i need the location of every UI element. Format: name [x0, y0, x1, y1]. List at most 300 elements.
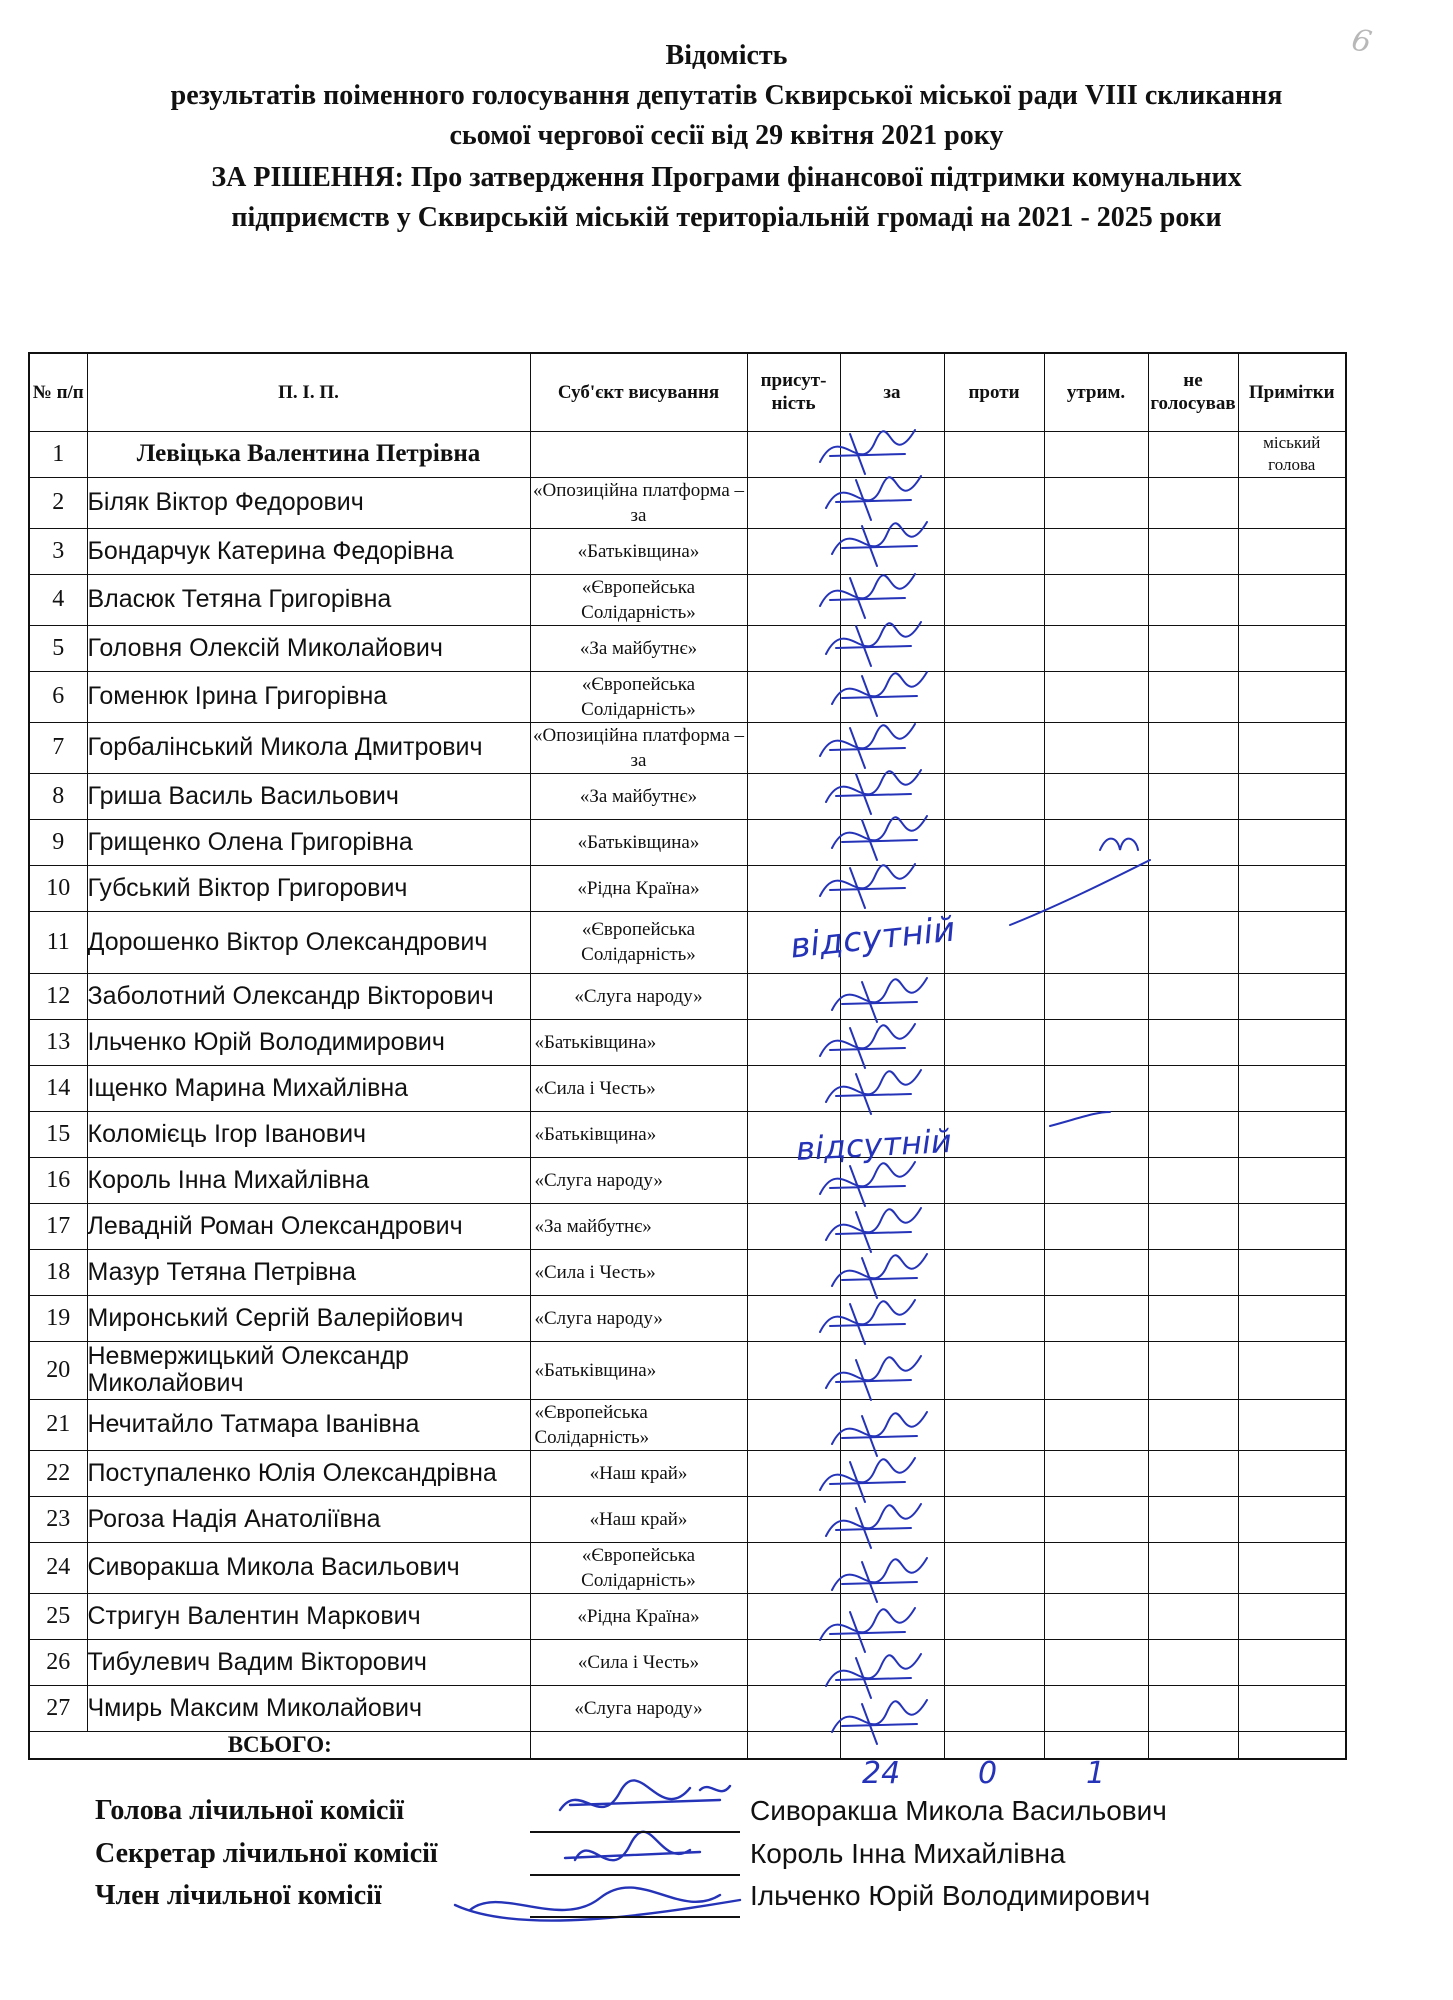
- note-cell: міський голова: [1238, 431, 1346, 477]
- chair-role: Голова лічильної комісії: [95, 1795, 405, 1826]
- row-number: 26: [29, 1639, 87, 1685]
- presence-cell: [747, 1685, 840, 1731]
- secretary-signature-line: [530, 1874, 740, 1876]
- not-voted-cell: [1148, 1065, 1238, 1111]
- col-header-for: за: [840, 353, 944, 431]
- nominating-party: «Європейська Солідарність»: [530, 911, 747, 973]
- vote-abstain-cell: [1044, 1295, 1148, 1341]
- row-number: 8: [29, 773, 87, 819]
- total-label: ВСЬОГО:: [29, 1731, 530, 1759]
- row-number: 4: [29, 574, 87, 625]
- presence-cell: [747, 625, 840, 671]
- table-row: [29, 722, 1346, 773]
- not-voted-cell: [1148, 1685, 1238, 1731]
- vote-for-cell: [840, 1203, 944, 1249]
- col-header-abstain: утрим.: [1044, 353, 1148, 431]
- vote-against-cell: [944, 1685, 1044, 1731]
- deputy-name: Головня Олексій Миколайович: [87, 625, 530, 671]
- note-cell: [1238, 574, 1346, 625]
- vote-against-cell: [944, 1157, 1044, 1203]
- vote-for-cell: [840, 773, 944, 819]
- vote-against-cell: [944, 973, 1044, 1019]
- vote-abstain-cell: [1044, 1685, 1148, 1731]
- note-cell: [1238, 1019, 1346, 1065]
- vote-against-cell: [944, 1450, 1044, 1496]
- presence-cell: [747, 528, 840, 574]
- total-for: 24: [862, 1756, 901, 1791]
- row-number: 14: [29, 1065, 87, 1111]
- presence-cell: [747, 1496, 840, 1542]
- presence-cell: [747, 1203, 840, 1249]
- not-voted-cell: [1148, 574, 1238, 625]
- deputy-name: Невмержицький Олександр Миколайович: [87, 1341, 530, 1399]
- note-cell: [1238, 865, 1346, 911]
- nominating-party: «Сила і Честь»: [530, 1639, 747, 1685]
- nominating-party: «За майбутнє»: [530, 1203, 747, 1249]
- vote-against-cell: [944, 1111, 1044, 1157]
- nominating-party: «Батьківщина»: [530, 1111, 747, 1157]
- deputy-name: Горбалінський Микола Дмитрович: [87, 722, 530, 773]
- note-cell: [1238, 1341, 1346, 1399]
- presence-cell: [747, 1065, 840, 1111]
- nominating-party: «Європейська Солідарність»: [530, 1542, 747, 1593]
- note-cell: [1238, 1203, 1346, 1249]
- vote-abstain-cell: [1044, 625, 1148, 671]
- vote-for-cell: [840, 911, 944, 973]
- decision-line-1: ЗА РІШЕННЯ: Про затвердження Програми фінансової підтримки комунальних: [211, 162, 1242, 193]
- row-number: 5: [29, 625, 87, 671]
- presence-cell: [747, 773, 840, 819]
- deputy-name: Король Інна Михайлівна: [87, 1157, 530, 1203]
- vote-abstain-cell: [1044, 1450, 1148, 1496]
- vote-abstain-cell: [1044, 773, 1148, 819]
- note-cell: [1238, 1593, 1346, 1639]
- vote-against-cell: [944, 1065, 1044, 1111]
- table-row: [29, 1065, 1346, 1111]
- nominating-party: «Опозиційна платформа – за: [530, 477, 747, 528]
- vote-against-cell: [944, 528, 1044, 574]
- deputy-name: Тибулевич Вадим Вікторович: [87, 1639, 530, 1685]
- note-cell: [1238, 1639, 1346, 1685]
- secretary-name: Король Інна Михайлівна: [750, 1838, 1066, 1869]
- vote-for-cell: [840, 1399, 944, 1450]
- vote-abstain-cell: [1044, 973, 1148, 1019]
- row-number: 17: [29, 1203, 87, 1249]
- not-voted-cell: [1148, 431, 1238, 477]
- presence-cell: [747, 1542, 840, 1593]
- vote-against-cell: [944, 1295, 1044, 1341]
- not-voted-cell: [1148, 1019, 1238, 1065]
- nominating-party: «Наш край»: [530, 1496, 747, 1542]
- vote-against-cell: [944, 1542, 1044, 1593]
- vote-for-cell: [840, 1249, 944, 1295]
- not-voted-cell: [1148, 911, 1238, 973]
- deputy-name: Миронський Сергій Валерійович: [87, 1295, 530, 1341]
- table-row: [29, 911, 1346, 973]
- not-voted-cell: [1148, 973, 1238, 1019]
- nominating-party: «Слуга народу»: [530, 973, 747, 1019]
- nominating-party: «Опозиційна платформа – за: [530, 722, 747, 773]
- note-cell: [1238, 1496, 1346, 1542]
- table-row: [29, 1249, 1346, 1295]
- not-voted-cell: [1148, 819, 1238, 865]
- vote-against-cell: [944, 911, 1044, 973]
- vote-for-cell: [840, 973, 944, 1019]
- vote-abstain-cell: [1044, 1203, 1148, 1249]
- row-number: 6: [29, 671, 87, 722]
- absent-note-15: відсутній: [795, 1121, 953, 1169]
- chair-signature-line: [530, 1831, 740, 1833]
- presence-cell: [747, 722, 840, 773]
- vote-against-cell: [944, 671, 1044, 722]
- row-number: 16: [29, 1157, 87, 1203]
- presence-cell: [747, 865, 840, 911]
- vote-abstain-cell: [1044, 1542, 1148, 1593]
- vote-for-cell: [840, 1593, 944, 1639]
- vote-for-cell: [840, 528, 944, 574]
- presence-cell: [747, 1157, 840, 1203]
- not-voted-cell: [1148, 1341, 1238, 1399]
- nominating-party: «Слуга народу»: [530, 1295, 747, 1341]
- presence-cell: [747, 819, 840, 865]
- deputy-name: Дорошенко Віктор Олександрович: [87, 911, 530, 973]
- vote-against-cell: [944, 1249, 1044, 1295]
- deputy-name: Бондарчук Катерина Федорівна: [87, 528, 530, 574]
- col-header-presence: присут-ність: [747, 353, 840, 431]
- vote-for-cell: [840, 819, 944, 865]
- col-header-notes: Примітки: [1238, 353, 1346, 431]
- note-cell: [1238, 1111, 1346, 1157]
- vote-against-cell: [944, 773, 1044, 819]
- nominating-party: «Рідна Країна»: [530, 865, 747, 911]
- row-number: 19: [29, 1295, 87, 1341]
- not-voted-cell: [1148, 1639, 1238, 1685]
- not-voted-cell: [1148, 528, 1238, 574]
- note-cell: [1238, 819, 1346, 865]
- deputy-name: Ільченко Юрій Володимирович: [87, 1019, 530, 1065]
- deputy-name: Стригун Валентин Маркович: [87, 1593, 530, 1639]
- vote-abstain-cell: [1044, 477, 1148, 528]
- col-header-number: № п/п: [29, 353, 87, 431]
- voting-table: [28, 352, 1347, 1760]
- vote-abstain-cell: [1044, 1341, 1148, 1399]
- not-voted-cell: [1148, 865, 1238, 911]
- vote-abstain-cell: [1044, 1157, 1148, 1203]
- nominating-party: «Європейська Солідарність»: [530, 671, 747, 722]
- table-row: [29, 865, 1346, 911]
- deputy-name: Левіцька Валентина Петрівна: [87, 431, 530, 477]
- note-cell: [1238, 477, 1346, 528]
- vote-against-cell: [944, 865, 1044, 911]
- row-number: 21: [29, 1399, 87, 1450]
- vote-for-cell: [840, 1019, 944, 1065]
- table-row: [29, 1019, 1346, 1065]
- table-row: [29, 574, 1346, 625]
- row-number: 25: [29, 1593, 87, 1639]
- document-subtitle: результатів поіменного голосування депутатів Сквирської міської ради VIII скликання: [170, 80, 1283, 111]
- nominating-party: «Європейська Солідарність»: [530, 1399, 747, 1450]
- secretary-role: Секретар лічильної комісії: [95, 1838, 438, 1869]
- presence-cell: [747, 574, 840, 625]
- vote-abstain-cell: [1044, 528, 1148, 574]
- not-voted-cell: [1148, 1111, 1238, 1157]
- deputy-name: Іщенко Марина Михайлівна: [87, 1065, 530, 1111]
- presence-cell: [747, 1450, 840, 1496]
- vote-abstain-cell: [1044, 911, 1148, 973]
- nominating-party: «Батьківщина»: [530, 819, 747, 865]
- vote-for-cell: [840, 722, 944, 773]
- table-row: [29, 1399, 1346, 1450]
- not-voted-cell: [1148, 1593, 1238, 1639]
- presence-cell: [747, 671, 840, 722]
- vote-abstain-cell: [1044, 1496, 1148, 1542]
- member-name: Ільченко Юрій Володимирович: [750, 1880, 1151, 1911]
- not-voted-cell: [1148, 1249, 1238, 1295]
- note-cell: [1238, 528, 1346, 574]
- note-cell: [1238, 625, 1346, 671]
- presence-cell: [747, 1249, 840, 1295]
- row-number: 9: [29, 819, 87, 865]
- nominating-party: «Наш край»: [530, 1450, 747, 1496]
- member-role: Член лічильної комісії: [95, 1880, 382, 1911]
- table-row: [29, 625, 1346, 671]
- note-cell: [1238, 1685, 1346, 1731]
- vote-abstain-cell: [1044, 1399, 1148, 1450]
- vote-for-cell: [840, 1639, 944, 1685]
- table-row: [29, 1295, 1346, 1341]
- vote-against-cell: [944, 625, 1044, 671]
- col-header-against: проти: [944, 353, 1044, 431]
- footer-secretary: [95, 1838, 1345, 1878]
- vote-for-cell: [840, 1295, 944, 1341]
- table-row: [29, 1496, 1346, 1542]
- nominating-party: «Сила і Честь»: [530, 1065, 747, 1111]
- vote-against-cell: [944, 1203, 1044, 1249]
- note-cell: [1238, 973, 1346, 1019]
- total-row: [29, 1731, 1346, 1759]
- presence-cell: [747, 1019, 840, 1065]
- vote-abstain-cell: [1044, 722, 1148, 773]
- presence-cell: [747, 973, 840, 1019]
- vote-for-cell: [840, 1111, 944, 1157]
- nominating-party: «Рідна Країна»: [530, 1593, 747, 1639]
- table-row: [29, 1593, 1346, 1639]
- row-number: 18: [29, 1249, 87, 1295]
- note-cell: [1238, 1249, 1346, 1295]
- note-cell: [1238, 773, 1346, 819]
- vote-for-cell: [840, 574, 944, 625]
- vote-against-cell: [944, 1019, 1044, 1065]
- nominating-party: «Слуга народу»: [530, 1157, 747, 1203]
- table-row: [29, 528, 1346, 574]
- table-row: [29, 1685, 1346, 1731]
- row-number: 20: [29, 1341, 87, 1399]
- table-row: [29, 1639, 1346, 1685]
- table-row: [29, 1542, 1346, 1593]
- note-cell: [1238, 1450, 1346, 1496]
- footer-member: [95, 1880, 1345, 1920]
- nominating-party: «За майбутнє»: [530, 773, 747, 819]
- vote-for-cell: [840, 1341, 944, 1399]
- vote-abstain-cell: [1044, 1111, 1148, 1157]
- deputy-name: Гоменюк Ірина Григорівна: [87, 671, 530, 722]
- total-against: 0: [978, 1756, 998, 1791]
- table-row: [29, 1203, 1346, 1249]
- vote-abstain-cell: [1044, 1019, 1148, 1065]
- vote-abstain-cell: [1044, 1065, 1148, 1111]
- presence-cell: [747, 1593, 840, 1639]
- note-cell: [1238, 1295, 1346, 1341]
- vote-against-cell: [944, 1399, 1044, 1450]
- vote-for-cell: [840, 1450, 944, 1496]
- deputy-name: Губський Віктор Григорович: [87, 865, 530, 911]
- vote-against-cell: [944, 1639, 1044, 1685]
- member-signature-line: [530, 1916, 740, 1918]
- not-voted-cell: [1148, 1450, 1238, 1496]
- nominating-party: «Батьківщина»: [530, 1019, 747, 1065]
- presence-cell: [747, 1639, 840, 1685]
- vote-abstain-cell: [1044, 819, 1148, 865]
- vote-for-cell: [840, 1157, 944, 1203]
- vote-abstain-cell: [1044, 431, 1148, 477]
- row-number: 13: [29, 1019, 87, 1065]
- deputy-name: Заболотний Олександр Вікторович: [87, 973, 530, 1019]
- not-voted-cell: [1148, 671, 1238, 722]
- vote-against-cell: [944, 1341, 1044, 1399]
- vote-for-cell: [840, 477, 944, 528]
- row-number: 11: [29, 911, 87, 973]
- not-voted-cell: [1148, 773, 1238, 819]
- vote-abstain-cell: [1044, 574, 1148, 625]
- nominating-party: «Слуга народу»: [530, 1685, 747, 1731]
- vote-against-cell: [944, 477, 1044, 528]
- vote-abstain-cell: [1044, 865, 1148, 911]
- presence-cell: [747, 1295, 840, 1341]
- nominating-party: «Європейська Солідарність»: [530, 574, 747, 625]
- total-abstain: 1: [1086, 1756, 1106, 1791]
- vote-for-cell: [840, 1542, 944, 1593]
- row-number: 12: [29, 973, 87, 1019]
- presence-cell: [747, 911, 840, 973]
- vote-abstain-cell: [1044, 671, 1148, 722]
- row-number: 10: [29, 865, 87, 911]
- deputy-name: Біляк Віктор Федорович: [87, 477, 530, 528]
- vote-for-cell: [840, 625, 944, 671]
- nominating-party: «За майбутнє»: [530, 625, 747, 671]
- nominating-party: «Сила і Честь»: [530, 1249, 747, 1295]
- nominating-party: «Батьківщина»: [530, 1341, 747, 1399]
- deputy-name: Сиворакша Микола Васильович: [87, 1542, 530, 1593]
- not-voted-cell: [1148, 625, 1238, 671]
- page-number: 6: [1348, 22, 1375, 61]
- table-row: [29, 773, 1346, 819]
- table-row: [29, 431, 1346, 477]
- note-cell: [1238, 1157, 1346, 1203]
- row-number: 22: [29, 1450, 87, 1496]
- vote-for-cell: [840, 1496, 944, 1542]
- table-row: [29, 477, 1346, 528]
- deputy-name: Левадній Роман Олександрович: [87, 1203, 530, 1249]
- table-header-row: [29, 353, 1346, 431]
- note-cell: [1238, 1542, 1346, 1593]
- note-cell: [1238, 911, 1346, 973]
- deputy-name: Мазур Тетяна Петрівна: [87, 1249, 530, 1295]
- deputy-name: Поступаленко Юлія Олександрівна: [87, 1450, 530, 1496]
- not-voted-cell: [1148, 477, 1238, 528]
- nominating-party: [530, 431, 747, 477]
- presence-cell: [747, 1399, 840, 1450]
- deputy-name: Рогоза Надія Анатоліївна: [87, 1496, 530, 1542]
- absent-note-11: відсутній: [788, 909, 958, 967]
- row-number: 1: [29, 431, 87, 477]
- row-number: 7: [29, 722, 87, 773]
- vote-for-cell: [840, 431, 944, 477]
- presence-cell: [747, 477, 840, 528]
- vote-against-cell: [944, 431, 1044, 477]
- vote-against-cell: [944, 722, 1044, 773]
- vote-for-cell: [840, 1685, 944, 1731]
- row-number: 24: [29, 1542, 87, 1593]
- vote-against-cell: [944, 819, 1044, 865]
- vote-for-cell: [840, 1065, 944, 1111]
- note-cell: [1238, 1399, 1346, 1450]
- table-row: [29, 1111, 1346, 1157]
- not-voted-cell: [1148, 1496, 1238, 1542]
- document-title: Відомість: [665, 40, 788, 71]
- row-number: 15: [29, 1111, 87, 1157]
- nominating-party: «Батьківщина»: [530, 528, 747, 574]
- deputy-name: Гриша Василь Васильович: [87, 773, 530, 819]
- row-number: 23: [29, 1496, 87, 1542]
- vote-against-cell: [944, 1496, 1044, 1542]
- note-cell: [1238, 671, 1346, 722]
- vote-abstain-cell: [1044, 1593, 1148, 1639]
- deputy-name: Коломієць Ігор Іванович: [87, 1111, 530, 1157]
- presence-cell: [747, 1341, 840, 1399]
- presence-cell: [747, 1111, 840, 1157]
- note-cell: [1238, 1065, 1346, 1111]
- deputy-name: Чмирь Максим Миколайович: [87, 1685, 530, 1731]
- col-header-not-voted: не голосував: [1148, 353, 1238, 431]
- table-row: [29, 973, 1346, 1019]
- table-row: [29, 1450, 1346, 1496]
- row-number: 2: [29, 477, 87, 528]
- footer-chair: [95, 1795, 1345, 1835]
- not-voted-cell: [1148, 1542, 1238, 1593]
- vote-for-cell: [840, 865, 944, 911]
- vote-for-cell: [840, 671, 944, 722]
- col-header-name: П. І. П.: [87, 353, 530, 431]
- not-voted-cell: [1148, 722, 1238, 773]
- row-number: 27: [29, 1685, 87, 1731]
- not-voted-cell: [1148, 1295, 1238, 1341]
- deputy-name: Нечитайло Татмара Іванівна: [87, 1399, 530, 1450]
- session-line: сьомої чергової сесії від 29 квітня 2021 року: [449, 120, 1004, 151]
- table-row: [29, 1341, 1346, 1399]
- vote-against-cell: [944, 1593, 1044, 1639]
- deputy-name: Власюк Тетяна Григорівна: [87, 574, 530, 625]
- not-voted-cell: [1148, 1203, 1238, 1249]
- row-number: 3: [29, 528, 87, 574]
- chair-name: Сиворакша Микола Васильович: [750, 1795, 1167, 1826]
- note-cell: [1238, 722, 1346, 773]
- table-row: [29, 671, 1346, 722]
- table-row: [29, 819, 1346, 865]
- vote-against-cell: [944, 574, 1044, 625]
- deputy-name: Грищенко Олена Григорівна: [87, 819, 530, 865]
- vote-abstain-cell: [1044, 1249, 1148, 1295]
- col-header-party: Суб'єкт висування: [530, 353, 747, 431]
